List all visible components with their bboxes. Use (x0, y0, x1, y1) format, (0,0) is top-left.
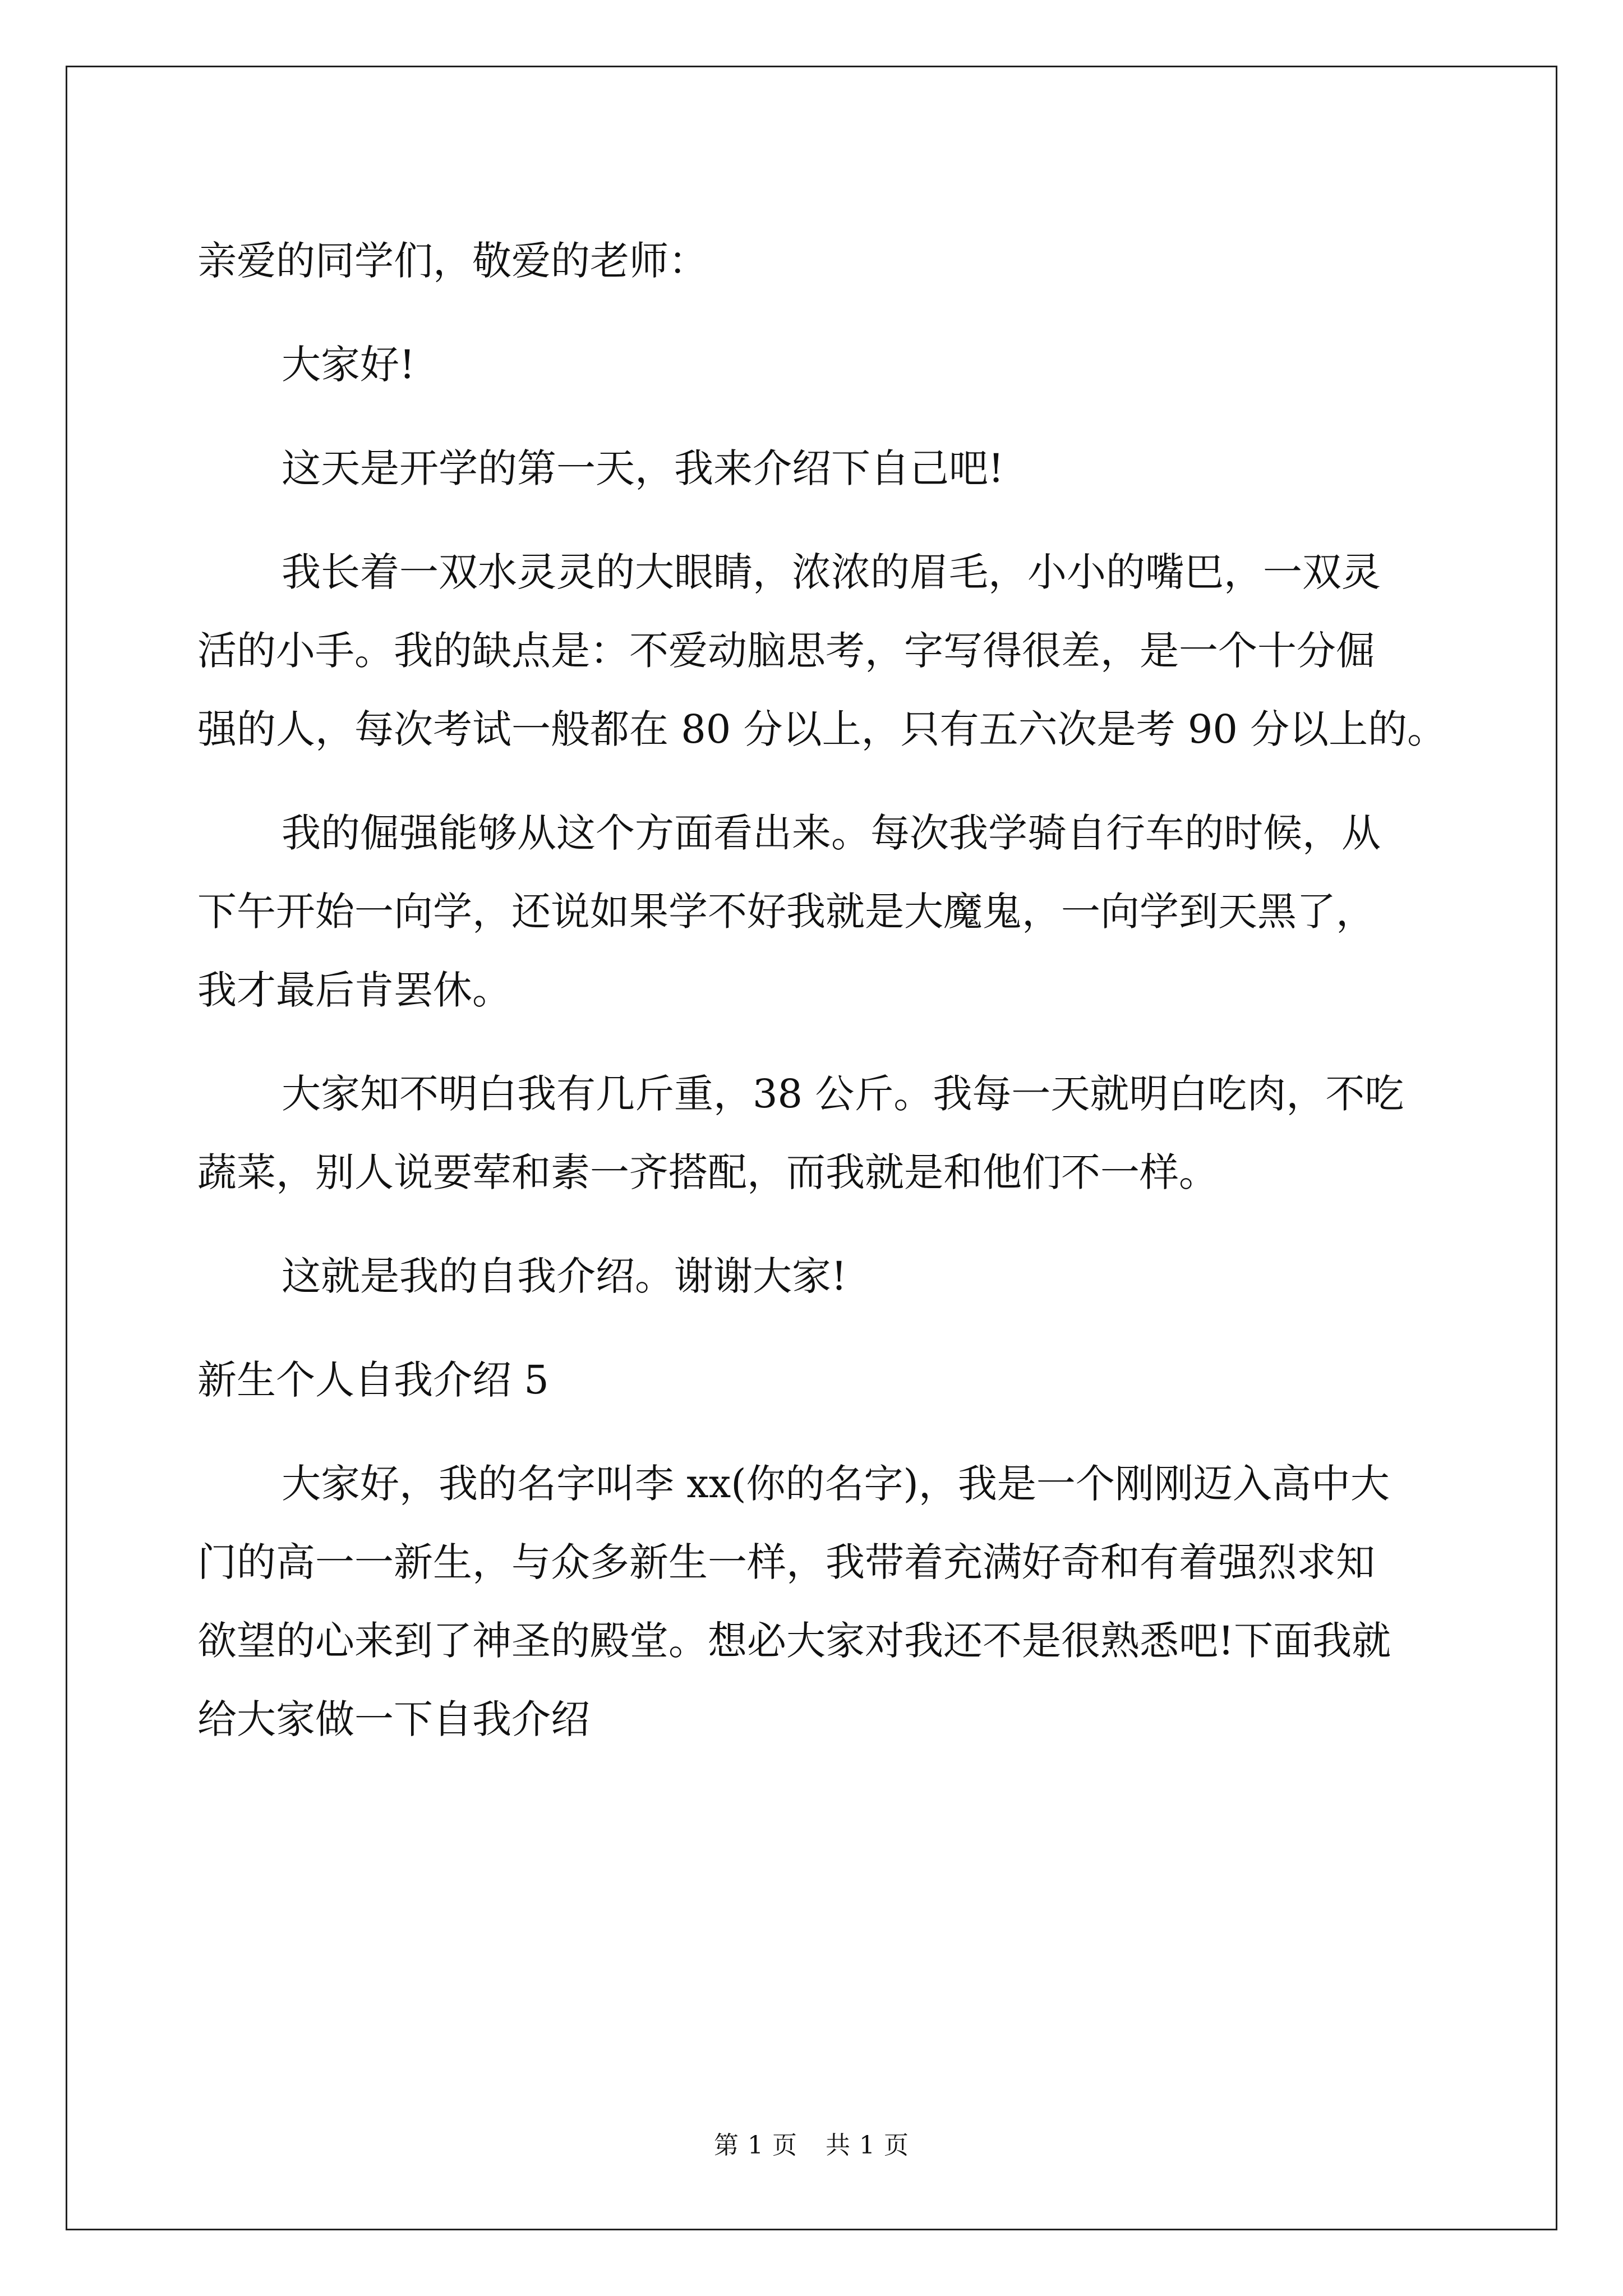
paragraph-line: 门的高一一新生，与众多新生一样，我带着充满好奇和有着强烈求知 (197, 1539, 1375, 1585)
paragraph-5 (197, 1055, 1431, 1212)
paragraph-line: 这天是开学的第一天，我来介绍下自己吧! (282, 445, 1004, 491)
paragraph-3 (197, 533, 1447, 769)
greeting-line: 亲爱的同学们，敬爱的老师： (197, 238, 708, 284)
paragraph-line: 下午开始一向学，还说如果学不好我就是大魔鬼，一向学到天黑了， (197, 889, 1375, 935)
page-footer (0, 2129, 1623, 2162)
paragraph-line: 大家知不明白我有几斤重，38 公斤。我每一天就明白吃肉，不吃 (282, 1071, 1404, 1117)
section-heading-text: 新生个人自我介绍 5 (197, 1357, 549, 1403)
paragraph-line: 欲望的心来到了神圣的殿堂。想必大家对我还不是很熟悉吧!下面我就 (197, 1618, 1391, 1664)
paragraph-line: 活的小手。我的缺点是：不爱动脑思考，字写得很差，是一个十分倔 (197, 628, 1375, 674)
paragraph-4 (197, 794, 1431, 1029)
paragraph-line: 蔬菜，别人说要荤和素一齐搭配，而我就是和他们不一样。 (197, 1149, 1218, 1195)
paragraph-line: 这就是我的自我介绍。谢谢大家! (282, 1253, 847, 1299)
section-heading (197, 1341, 1431, 1419)
document-body (197, 222, 1447, 1784)
paragraph-line: 大家好! (282, 342, 416, 388)
paragraph-7 (197, 1444, 1431, 1759)
page-number-total: 共 1 页 (826, 2131, 909, 2160)
paragraph-line: 大家好，我的名字叫李 xx(你的名字)，我是一个刚刚迈入高中大 (282, 1461, 1390, 1507)
paragraph-1 (197, 325, 1431, 404)
paragraph-line: 给大家做一下自我介绍 (197, 1696, 590, 1742)
page-number-current: 第 1 页 (714, 2131, 797, 2160)
paragraph-line: 我长着一双水灵灵的大眼睛，浓浓的眉毛，小小的嘴巴，一双灵 (282, 549, 1381, 595)
paragraph-line: 我才最后肯罢休。 (197, 967, 511, 1013)
paragraph-2 (197, 429, 1431, 508)
paragraph-6 (197, 1237, 1431, 1315)
paragraph-line: 我的倔强能够从这个方面看出来。每次我学骑自行车的时候，从 (282, 810, 1381, 856)
paragraph-line: 强的人，每次考试一般都在 80 分以上，只有五六次是考 90 分以上的。 (197, 706, 1447, 752)
